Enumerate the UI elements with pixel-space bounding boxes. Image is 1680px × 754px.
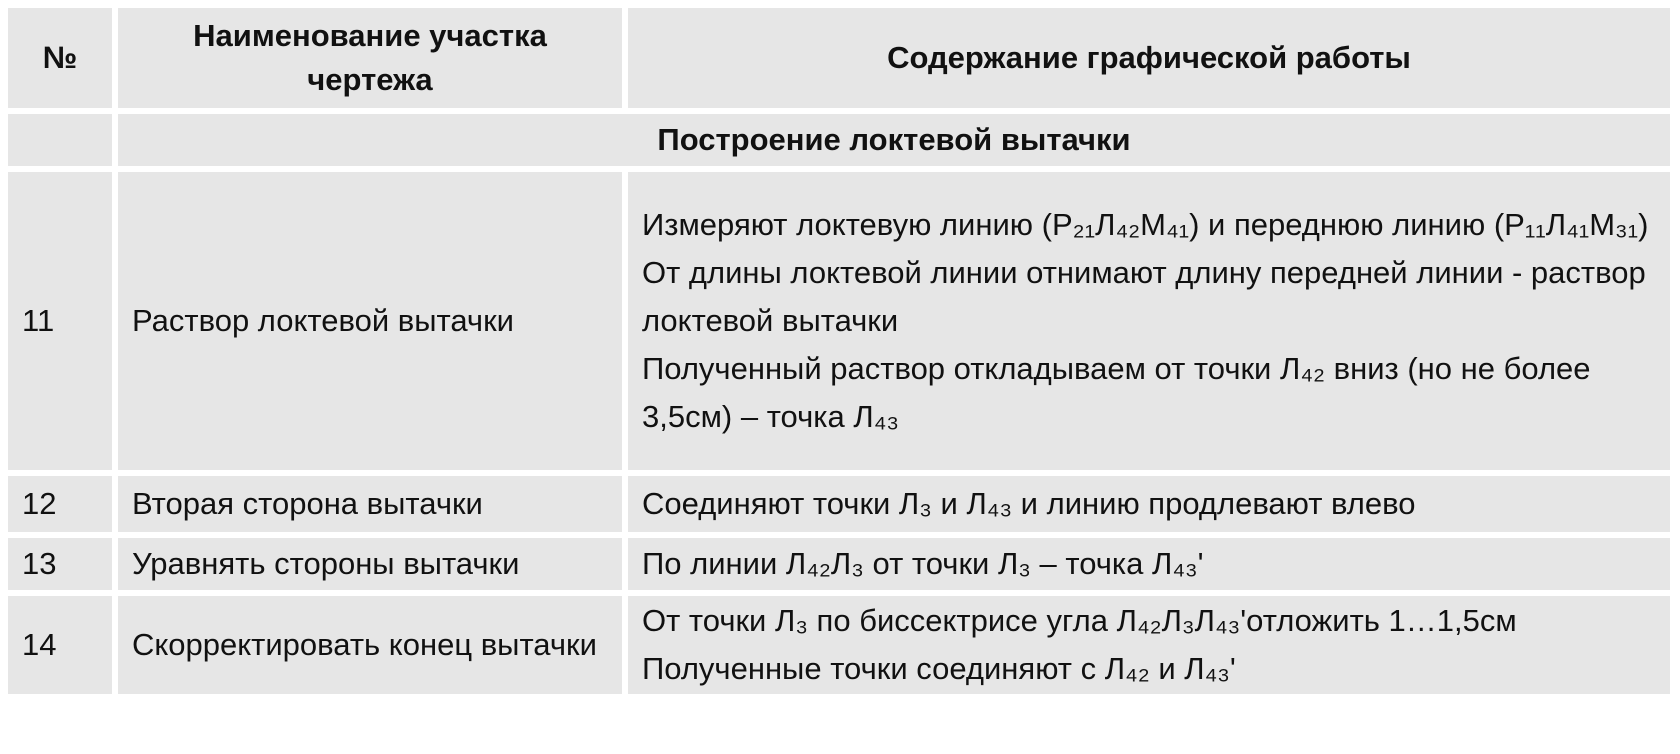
row-work-content <box>628 538 1670 590</box>
row-number: 13 <box>8 538 112 590</box>
content-line: Полученные точки соединяют с Л₄₂ и Л₄₃' <box>642 651 1236 686</box>
row-section-name: Раствор локтевой вытачки <box>118 172 622 470</box>
section-title: Построение локтевой вытачки <box>118 114 1670 166</box>
table-row <box>8 596 1670 694</box>
row-section-name: Скорректировать конец вытачки <box>118 596 622 694</box>
header-number: № <box>8 8 112 108</box>
content-line: Полученный раствор откладываем от точки Л₄₂ вниз (но не более 3,5см) – точка Л₄₃ <box>642 351 1591 434</box>
row-number: 12 <box>8 476 112 532</box>
row-work-content <box>628 476 1670 532</box>
row-work-content <box>628 596 1670 694</box>
drafting-steps-table-container <box>2 2 1676 700</box>
row-work-content <box>628 172 1670 470</box>
content-line: Измеряют локтевую линию (Р₂₁Л₄₂М₄₁) и переднюю линию (Р₁₁Л₄₁М₃₁) <box>642 207 1649 242</box>
content-line: От точки Л₃ по биссектрисе угла Л₄₂Л₃Л₄₃'отложить 1…1,5см <box>642 603 1517 638</box>
section-row-empty-cell <box>8 114 112 166</box>
table-row <box>8 476 1670 532</box>
table-header-row <box>8 8 1670 108</box>
content-line: От длины локтевой линии отнимают длину передней линии - раствор локтевой вытачки <box>642 255 1646 338</box>
content-line: По линии Л₄₂Л₃ от точки Л₃ – точка Л₄₃' <box>642 546 1204 581</box>
row-section-name: Вторая сторона вытачки <box>118 476 622 532</box>
row-number: 11 <box>8 172 112 470</box>
content-line: Соединяют точки Л₃ и Л₄₃ и линию продлевают влево <box>642 486 1416 521</box>
table-row <box>8 538 1670 590</box>
row-number: 14 <box>8 596 112 694</box>
header-work-content: Содержание графической работы <box>628 8 1670 108</box>
section-row <box>8 114 1670 166</box>
table-row <box>8 172 1670 470</box>
row-section-name: Уравнять стороны вытачки <box>118 538 622 590</box>
drafting-steps-table <box>2 2 1676 700</box>
header-section-name: Наименование участка чертежа <box>118 8 622 108</box>
